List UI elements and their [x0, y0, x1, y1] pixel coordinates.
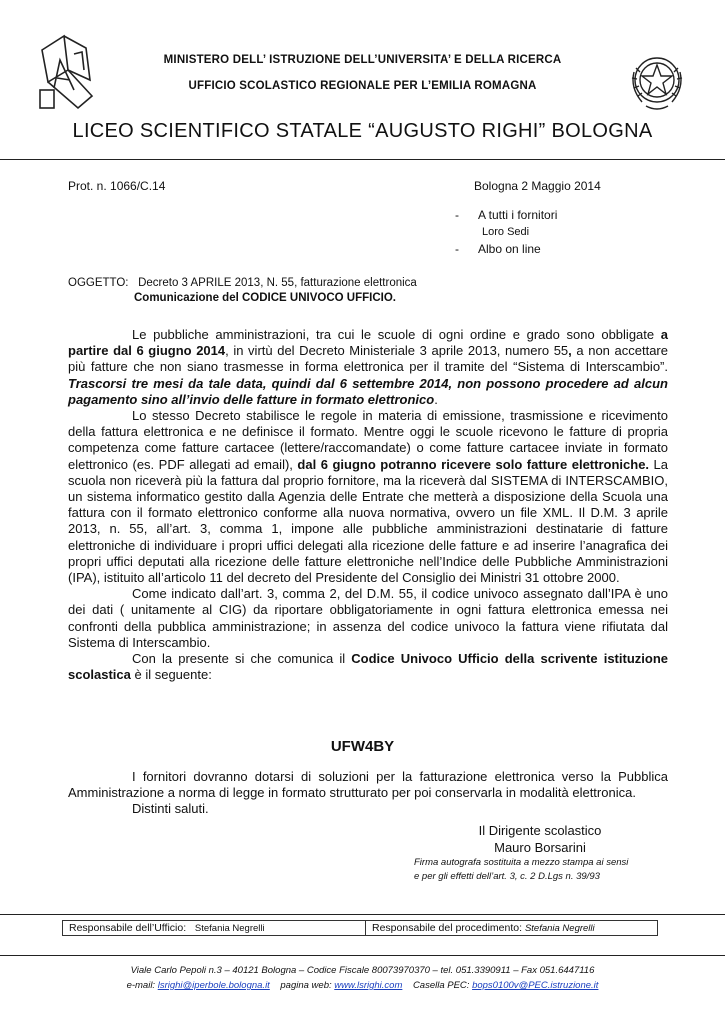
procedure-responsible-label: Responsabile del procedimento:: [372, 922, 523, 934]
school-logo: [34, 30, 98, 116]
header-divider: [0, 159, 725, 160]
paragraph-1: Le pubbliche amministrazioni, tra cui le scuole di ogni ordine e grado sono obbligate a partire dal 6 giugno 2014, in virtù del Decreto Ministeriale 3 aprile 2013, numero 55, a non accettare più fatture che non siano trasmesse in forma elettronica per il tramite del “Sistema di Interscambio”. Trascorsi tre mesi da tale data, quindi dal 6 settembre 2014, non possono procedere ad alcun pagamento sino all’invio delle fatture in formato elettronico.: [68, 327, 668, 407]
recipient-board: Albo on line: [478, 242, 541, 256]
subject-line: [68, 277, 417, 289]
regional-office: UFFICIO SCOLASTICO REGIONALE PER L’EMILIA ROMAGNA: [188, 80, 537, 92]
signature-name: Mauro Borsarini: [494, 840, 586, 855]
signature-note-2: e per gli effetti dell’art. 3, c. 2 D.Lgs n. 39/93: [414, 871, 600, 882]
ministry-name: MINISTERO DELL’ ISTRUZIONE DELL’UNIVERSITA’ E DELLA RICERCA: [163, 54, 562, 66]
website-link[interactable]: www.lsrighi.com: [334, 980, 403, 991]
signature-role: Il Dirigente scolastico: [478, 823, 602, 838]
letter-body: [68, 327, 668, 683]
recipient-bullet: -: [455, 242, 459, 256]
table-divider: [0, 914, 725, 915]
office-responsible-cell: [63, 921, 366, 936]
letter-date: Bologna 2 Maggio 2014: [474, 179, 601, 193]
recipient-suppliers: A tutti i fornitori: [478, 208, 558, 222]
footer-divider: [0, 955, 725, 956]
paragraph-3: Come indicato dall’art. 3, comma 2, del D.M. 55, il codice univoco assegnato dall’IPA è uno dei dati ( unitamente al CIG) da riportare obbligatoriamente in ogni fattura elettronica emessa nei confronti della pubblica amministrazione; in assenza del codice univoco la fattura viene rifiutata dal Sistema di Interscambio.: [68, 586, 668, 650]
recipient-bullet: -: [455, 208, 459, 222]
procedure-responsible-name: Stefania Negrelli: [524, 923, 595, 934]
school-name: LICEO SCIENTIFICO STATALE “AUGUSTO RIGHI” BOLOGNA: [72, 120, 653, 142]
subject-sub: Comunicazione del CODICE UNIVOCO UFFICIO.: [134, 292, 396, 304]
web-label: pagina web:: [280, 980, 332, 991]
office-responsible-name: Stefania Negrelli: [194, 923, 265, 934]
greeting: Distinti saluti.: [132, 801, 209, 817]
recipient-suppliers-sub: Loro Sedi: [482, 226, 530, 238]
office-responsible-label: Responsabile dell’Ufficio:: [69, 922, 187, 934]
paragraph-5: I fornitori dovranno dotarsi di soluzioni per la fatturazione elettronica verso la Pubblica Amministrazione a norma di legge in formato strutturato per poi conservarla in modalità elettronica.: [68, 769, 668, 801]
email-label: e-mail:: [126, 980, 156, 991]
letter-closing: [68, 769, 668, 818]
paragraph-2: Lo stesso Decreto stabilisce le regole in materia di emissione, trasmissione e ricevimento della fattura elettronica e ne definisce il formato. Mentre oggi le scuole ricevono le fatture di propria competenza come fatture cartacee (lettere/raccomandate) o come fatture cartacee inviate in formato elettronico (es. PDF allegati ad email), dal 6 giugno potranno ricevere solo fatture elettroniche. La scuola non riceverà più la fattura dal proprio fornitore, ma la riceverà dal SISTEMA di INTERSCAMBIO, un sistema informatico gestito dalla Agenzia delle Entrate che metterà a disposizione della Scuola una fattura con il formato elettronico conforme alla nuova normativa, ovvero un file XML. Il D.M. 3 aprile 2013, n. 55, all’art. 3, comma 1, impone alle pubbliche amministrazioni destinatarie di fatture elettroniche di individuare i propri uffici delegati alla ricezione delle fatture e ad inserire l’anagrafica dei propri uffici deputati alla ricezione delle fatture elettroniche nell’Indice delle Pubbliche Amministrazioni (IPA), istituito all’articolo 11 del decreto del Presidente del Consiglio dei Ministri 31 ottobre 2000.: [68, 408, 669, 586]
email-link[interactable]: lsrighi@iperbole.bologna.it: [157, 980, 270, 991]
paragraph-4: Con la presente si che comunica il Codice Univoco Ufficio della scrivente istituzione scolastica è il seguente:: [68, 651, 668, 683]
pec-link[interactable]: bops0100v@PEC.istruzione.it: [472, 980, 599, 991]
protocol-number: Prot. n. 1066/C.14: [68, 179, 166, 193]
signature-note-1: Firma autografa sostituita a mezzo stampa ai sensi: [414, 857, 629, 868]
subject-text: Decreto 3 APRILE 2013, N. 55, fatturazione elettronica: [138, 277, 417, 289]
footer-address: Viale Carlo Pepoli n.3 – 40121 Bologna – Codice Fiscale 80073970370 – tel. 051.3390911 – Fax 051.6447116: [130, 965, 595, 976]
subject-label: OGGETTO:: [68, 277, 129, 289]
unique-office-code: UFW4BY: [330, 738, 395, 755]
footer-contacts: [0, 980, 725, 991]
responsibles-table: [62, 920, 658, 936]
pec-label: Casella PEC:: [412, 980, 470, 991]
procedure-responsible-cell: [366, 921, 658, 936]
